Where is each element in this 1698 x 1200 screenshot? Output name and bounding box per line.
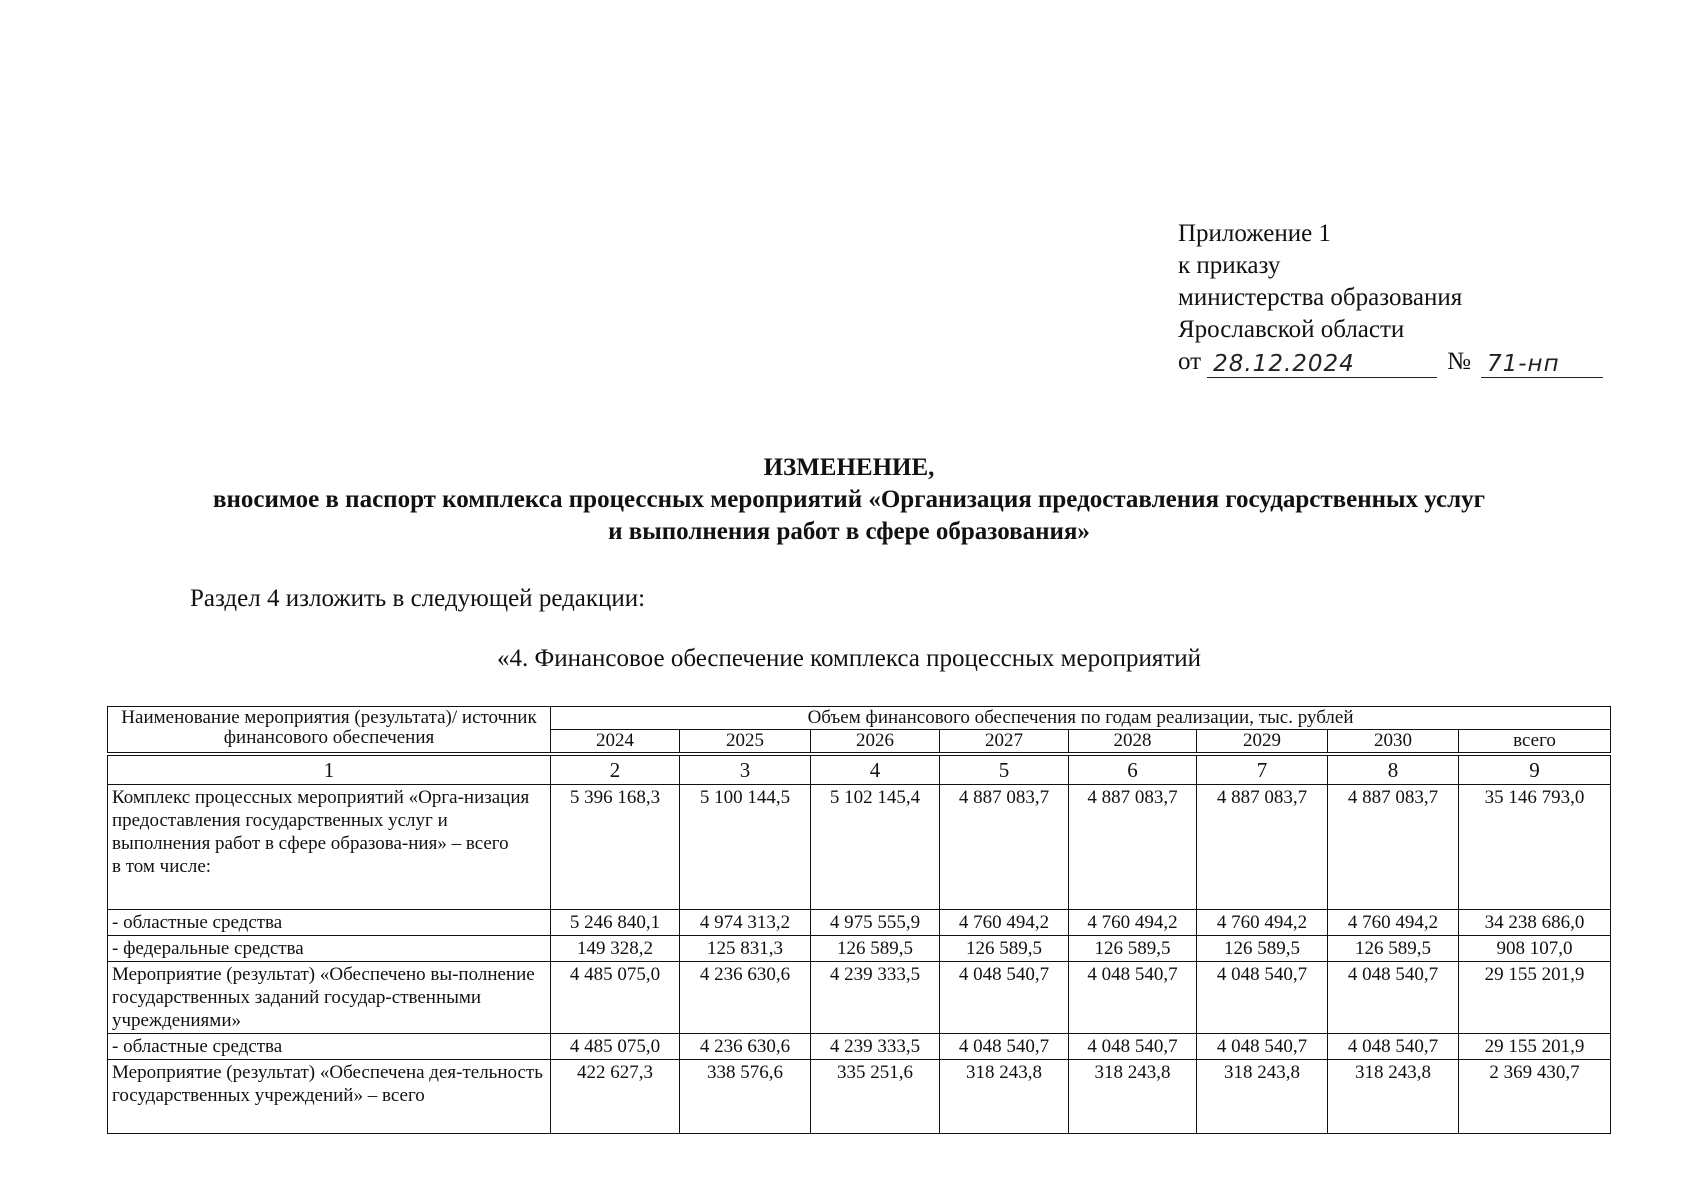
number-prefix: № xyxy=(1447,348,1471,375)
row-value: 4 048 540,7 xyxy=(1069,1034,1197,1060)
handwritten-date: 28.12.2024 xyxy=(1207,351,1437,378)
row-value: 4 236 630,6 xyxy=(680,962,811,1034)
row-value: 4 887 083,7 xyxy=(1328,785,1459,910)
appendix-line-1: Приложение 1 xyxy=(1178,220,1331,247)
row-value: 35 146 793,0 xyxy=(1459,785,1611,910)
year-header: 2024 xyxy=(551,730,680,753)
year-header: 2026 xyxy=(811,730,940,753)
column-number: 2 xyxy=(551,756,680,785)
year-header: 2029 xyxy=(1197,730,1328,753)
year-header: 2025 xyxy=(680,730,811,753)
handwritten-number: 71-нп xyxy=(1481,351,1603,378)
row-value: 5 396 168,3 xyxy=(551,785,680,910)
year-header: 2027 xyxy=(940,730,1069,753)
row-value: 422 627,3 xyxy=(551,1060,680,1134)
financing-table xyxy=(107,706,1611,1134)
row-value: 4 048 540,7 xyxy=(1328,1034,1459,1060)
row-value: 149 328,2 xyxy=(551,936,680,962)
row-value: 4 887 083,7 xyxy=(940,785,1069,910)
row-value: 4 887 083,7 xyxy=(1197,785,1328,910)
row-value: 29 155 201,9 xyxy=(1459,962,1611,1034)
row-name: Мероприятие (результат) «Обеспечено вы-полнение государственных заданий государ-ственными учреждениями» xyxy=(108,962,551,1034)
row-value: 126 589,5 xyxy=(1197,936,1328,962)
row-value: 5 246 840,1 xyxy=(551,910,680,936)
row-value: 4 974 313,2 xyxy=(680,910,811,936)
column-number: 6 xyxy=(1069,756,1197,785)
row-value: 5 102 145,4 xyxy=(811,785,940,910)
column-number: 4 xyxy=(811,756,940,785)
row-value: 4 236 630,6 xyxy=(680,1034,811,1060)
column-numbers-row xyxy=(108,756,1611,785)
table-row xyxy=(108,910,1611,936)
document-title-line-2: вносимое в паспорт комплекса процессных мероприятий «Организация предоставления государственных услуг xyxy=(212,486,1486,513)
row-value: 4 760 494,2 xyxy=(940,910,1069,936)
table-row xyxy=(108,962,1611,1034)
row-value: 4 048 540,7 xyxy=(1197,962,1328,1034)
row-value: 4 760 494,2 xyxy=(1197,910,1328,936)
row-value: 126 589,5 xyxy=(1328,936,1459,962)
row-value: 125 831,3 xyxy=(680,936,811,962)
row-value: 126 589,5 xyxy=(1069,936,1197,962)
instruction-text: Раздел 4 изложить в следующей редакции: xyxy=(190,585,646,612)
table-row xyxy=(108,936,1611,962)
row-value: 4 048 540,7 xyxy=(1328,962,1459,1034)
row-value: 318 243,8 xyxy=(1328,1060,1459,1134)
year-header: всего xyxy=(1459,730,1611,753)
appendix-line-4: Ярославской области xyxy=(1178,316,1405,343)
column-number: 8 xyxy=(1328,756,1459,785)
row-value: 908 107,0 xyxy=(1459,936,1611,962)
row-value: 4 485 075,0 xyxy=(551,1034,680,1060)
document-title: ИЗМЕНЕНИЕ, xyxy=(763,454,935,481)
row-name: Комплекс процессных мероприятий «Орга-низация предоставления государственных услуг и выполнения работ в сфере образова-ния» – всего в том числе: xyxy=(108,785,551,910)
column-number: 5 xyxy=(940,756,1069,785)
row-name: - областные средства xyxy=(108,1034,551,1060)
row-value: 4 485 075,0 xyxy=(551,962,680,1034)
appendix-line-3: министерства образования xyxy=(1178,284,1463,311)
column-number: 7 xyxy=(1197,756,1328,785)
row-value: 4 048 540,7 xyxy=(940,962,1069,1034)
row-value: 338 576,6 xyxy=(680,1060,811,1134)
row-value: 318 243,8 xyxy=(940,1060,1069,1134)
year-header: 2028 xyxy=(1069,730,1197,753)
row-value: 318 243,8 xyxy=(1069,1060,1197,1134)
row-name: Мероприятие (результат) «Обеспечена дея-тельность государственных учреждений» – всего xyxy=(108,1060,551,1134)
order-date-number xyxy=(1178,346,1603,378)
year-header: 2030 xyxy=(1328,730,1459,753)
row-value: 126 589,5 xyxy=(811,936,940,962)
table-row xyxy=(108,1034,1611,1060)
document-title-line-3: и выполнения работ в сфере образования» xyxy=(608,518,1090,545)
appendix-block xyxy=(1178,218,1603,378)
row-value: 335 251,6 xyxy=(811,1060,940,1134)
table-row xyxy=(108,1060,1611,1134)
row-value: 2 369 430,7 xyxy=(1459,1060,1611,1134)
row-value: 4 239 333,5 xyxy=(811,962,940,1034)
row-value: 4 048 540,7 xyxy=(1069,962,1197,1034)
col-name-header: Наименование мероприятия (результата)/ источник финансового обеспечения xyxy=(108,707,551,753)
row-value: 34 238 686,0 xyxy=(1459,910,1611,936)
row-value: 5 100 144,5 xyxy=(680,785,811,910)
date-prefix: от xyxy=(1178,348,1202,375)
row-name: - федеральные средства xyxy=(108,936,551,962)
row-value: 4 239 333,5 xyxy=(811,1034,940,1060)
section-title: «4. Финансовое обеспечение комплекса процессных мероприятий xyxy=(496,645,1202,672)
row-value: 4 887 083,7 xyxy=(1069,785,1197,910)
row-value: 318 243,8 xyxy=(1197,1060,1328,1134)
row-value: 4 760 494,2 xyxy=(1328,910,1459,936)
row-value: 29 155 201,9 xyxy=(1459,1034,1611,1060)
row-value: 126 589,5 xyxy=(940,936,1069,962)
row-name: - областные средства xyxy=(108,910,551,936)
row-value: 4 048 540,7 xyxy=(940,1034,1069,1060)
volume-header: Объем финансового обеспечения по годам реализации, тыс. рублей xyxy=(551,707,1611,730)
table-row xyxy=(108,785,1611,910)
column-number: 9 xyxy=(1459,756,1611,785)
appendix-line-2: к приказу xyxy=(1178,252,1281,279)
column-number: 3 xyxy=(680,756,811,785)
row-value: 4 048 540,7 xyxy=(1197,1034,1328,1060)
row-value: 4 760 494,2 xyxy=(1069,910,1197,936)
row-value: 4 975 555,9 xyxy=(811,910,940,936)
column-number: 1 xyxy=(108,756,551,785)
